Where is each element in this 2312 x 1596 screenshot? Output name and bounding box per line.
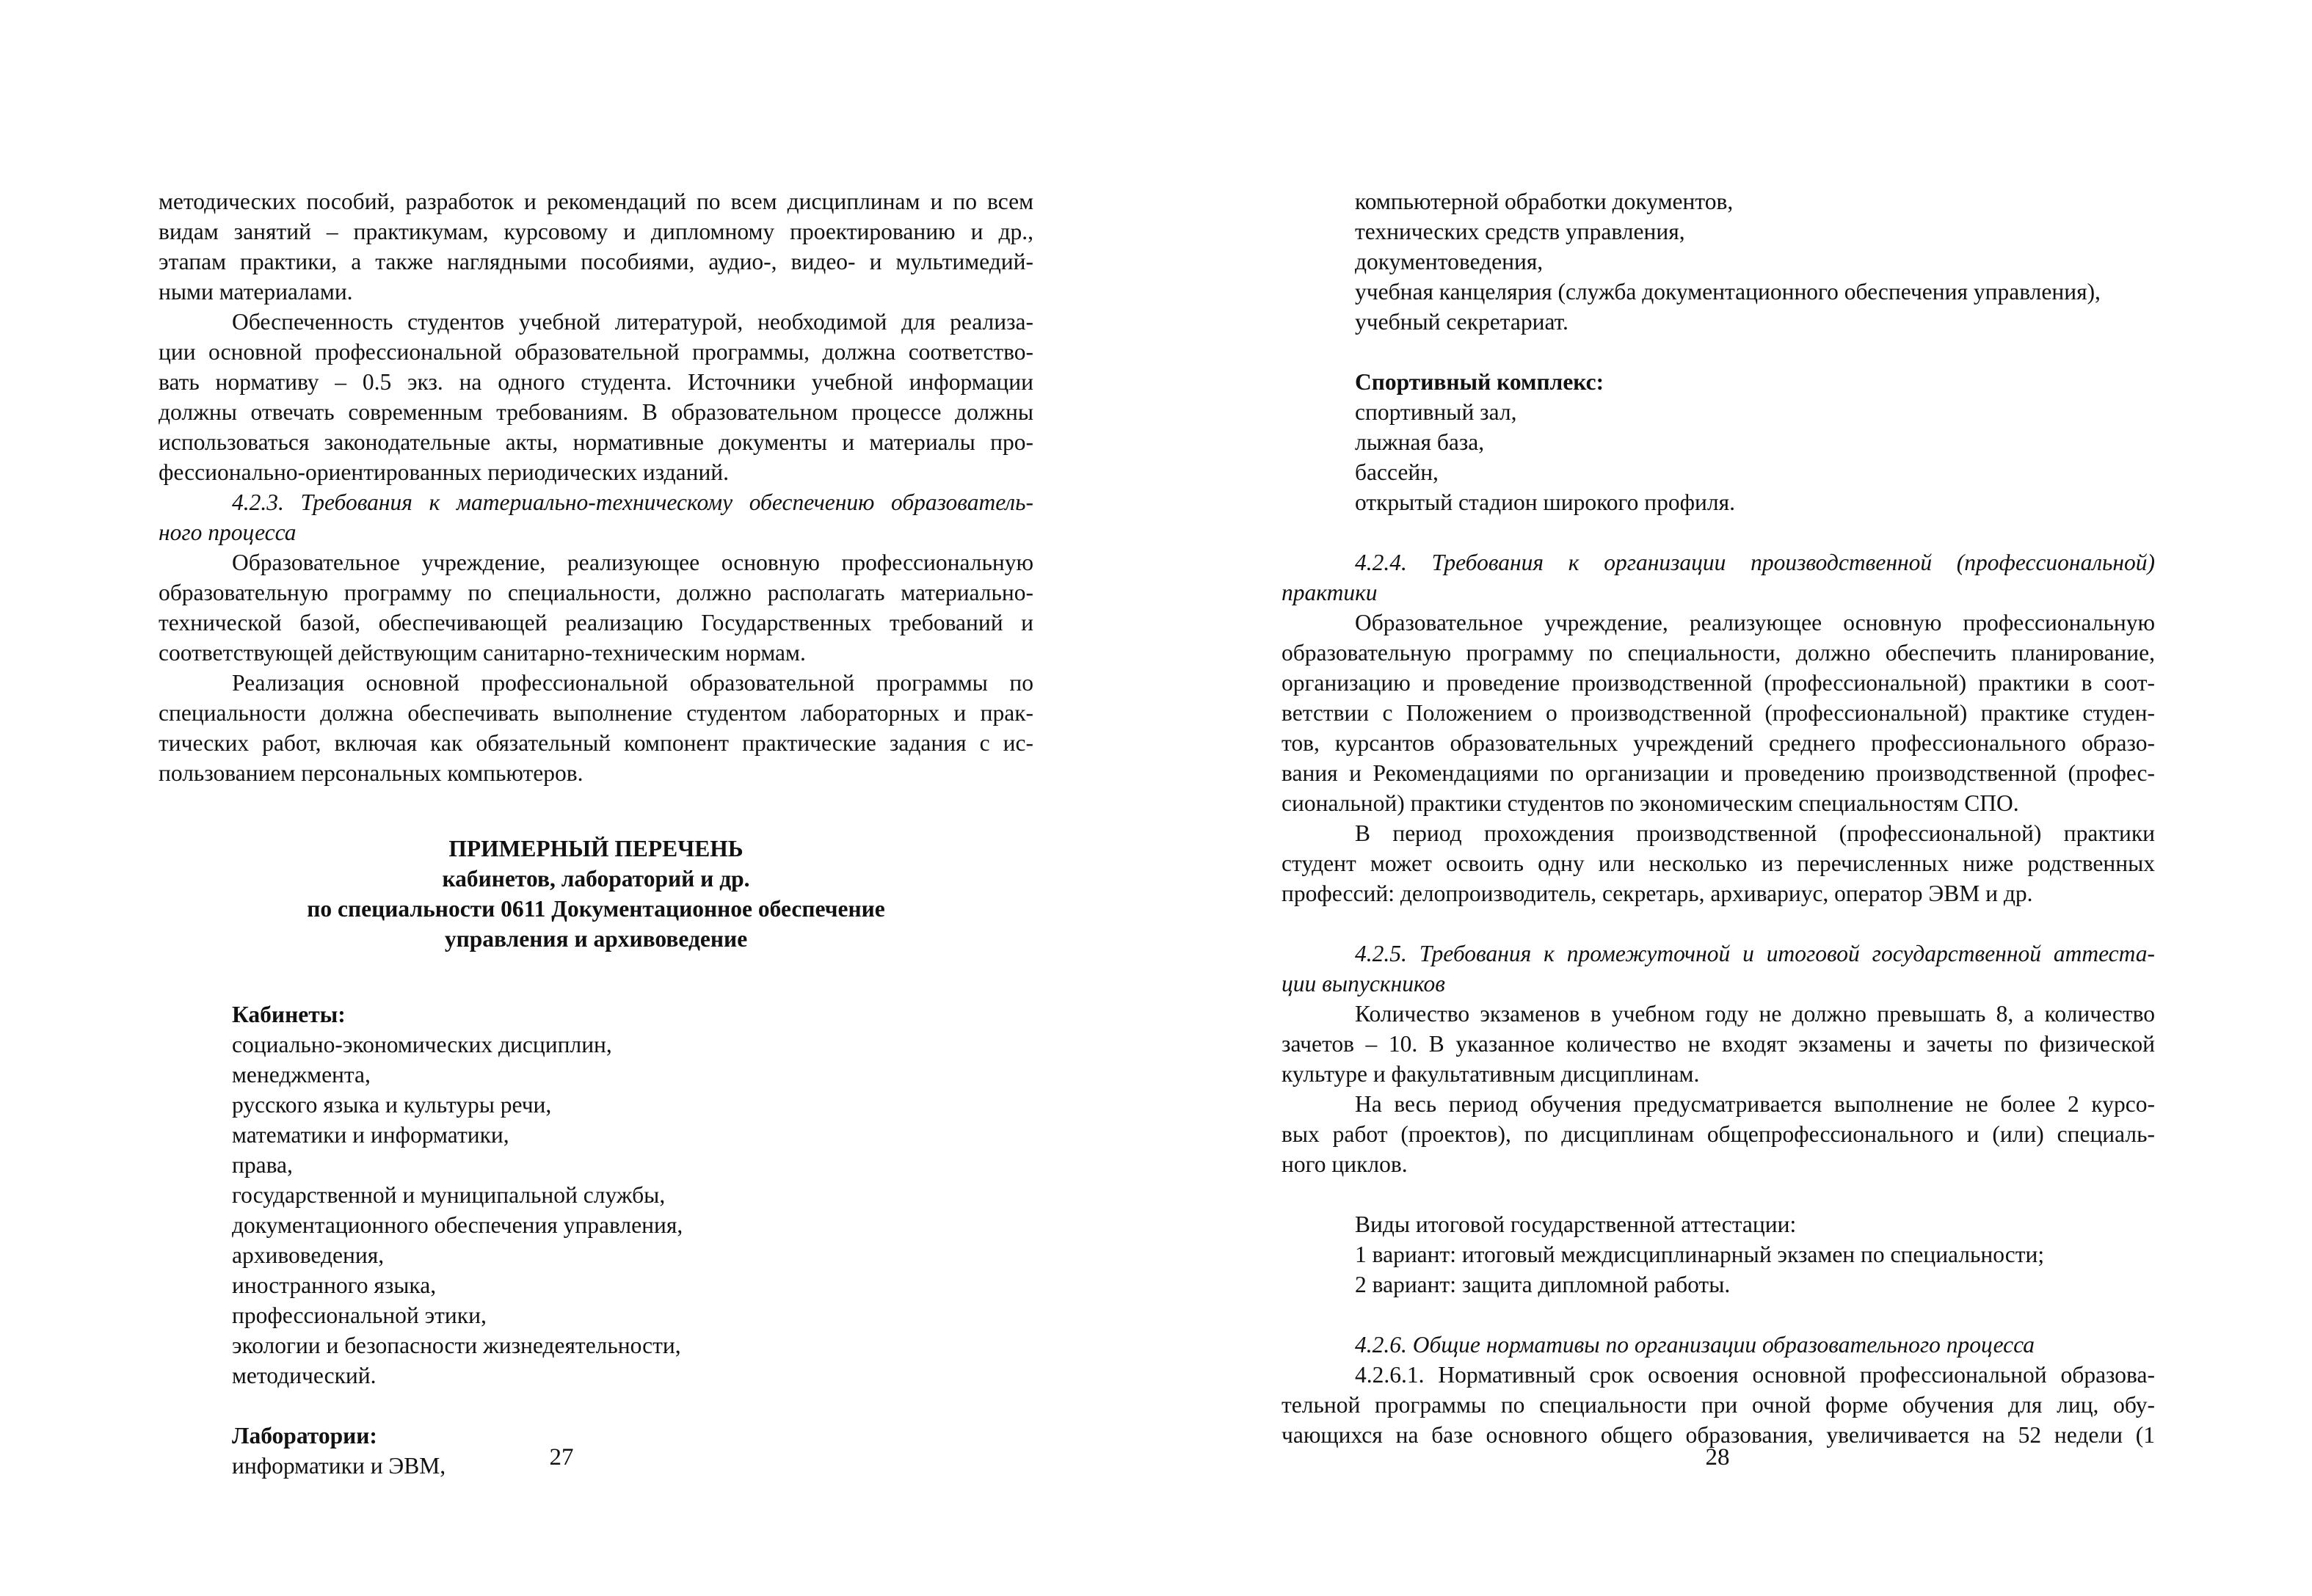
text-line: Образовательное учреждение, реализующее основную профессиональную <box>1355 610 2155 635</box>
text-line: ции выпускников <box>1282 971 1445 996</box>
text-line: использоваться законодательные акты, нормативные документы и материалы про- <box>159 429 1033 455</box>
text-line: 4.2.5. Требования к промежуточной и итоговой государственной аттеста- <box>1355 941 2155 966</box>
text-line: вания и Рекомендациями по организации и проведению производственной (профес- <box>1282 760 2155 786</box>
text-line: специальности должна обеспечивать выполнение студентом лабораторных и прак- <box>159 700 1033 726</box>
text-line: 4.2.3. Требования к материально-техническому обеспечению образователь- <box>232 489 1033 515</box>
text-line: тельной программы по специальности при очной форме обучения для лиц, обу- <box>1282 1392 2155 1418</box>
text-line: студент может освоить одну или несколько из перечисленных ниже родственных <box>1282 850 2155 876</box>
text-line: На весь период обучения предусматривается выполнение не более 2 курсо- <box>1355 1091 2155 1117</box>
text-line: этапам практики, а также наглядными пособиями, аудио-, видео- и мультимедий- <box>159 249 1033 274</box>
list-item: социально-экономических дисциплин, <box>232 1032 612 1057</box>
text-line: образовательную программу по специальности, должно располагать материально- <box>159 580 1033 605</box>
paragraph-practice <box>1282 608 2155 818</box>
list-item: документоведения, <box>1355 249 1544 274</box>
text-line: чающихся на базе основного общего образования, увеличивается на 52 недели (1 <box>1282 1422 2155 1448</box>
paragraph-exams <box>1282 999 2155 1089</box>
text-line: тических работ, включая как обязательный компонент практические задания с ис- <box>159 730 1033 756</box>
text-line: методических пособий, разработок и рекомендаций по всем дисциплинам и по всем <box>159 189 1033 214</box>
labs-heading: Лаборатории: <box>232 1423 377 1449</box>
list-item: технических средств управления, <box>1355 219 1685 244</box>
list-title-line: по специальности 0611 Документационное обеспечение <box>307 896 885 922</box>
list-item: 1 вариант: итоговый междисциплинарный экзамен по специальности; <box>1355 1242 2045 1267</box>
list-item: методический. <box>232 1363 377 1388</box>
list-title-line: управления и архивоведение <box>444 926 748 952</box>
text-line: пользованием персональных компьютеров. <box>159 760 584 786</box>
text-line: В период прохождения производственной (профессиональной) практики <box>1355 820 2155 846</box>
list-item: спортивный зал, <box>1355 399 1517 425</box>
list-item: архивоведения, <box>232 1242 385 1268</box>
paragraph-materials <box>159 186 1033 307</box>
text-line: образовательную программу по специальности, должно обеспечить планирование, <box>1282 640 2155 666</box>
text-line: 4.2.4. Требования к организации производственной (профессиональной) <box>1355 550 2155 575</box>
cabinets-heading: Кабинеты: <box>232 1002 346 1027</box>
section-heading-4-2-4 <box>1282 547 2155 608</box>
text-line: вать нормативу – 0.5 экз. на одного студента. Источники учебной информации <box>159 369 1033 395</box>
page-number: 27 <box>549 1444 574 1471</box>
cabinets-list <box>159 999 1033 1391</box>
list-item: 2 вариант: защита дипломной работы. <box>1355 1272 1731 1297</box>
paragraph-material-base <box>159 547 1033 668</box>
list-item: математики и информатики, <box>232 1122 509 1148</box>
list-item: информатики и ЭВМ, <box>232 1453 446 1479</box>
list-item: менеджмента, <box>232 1062 371 1087</box>
list-item: права, <box>232 1152 293 1178</box>
text-line: видам занятий – практикумам, курсовому и дипломному проектированию и др., <box>159 219 1033 244</box>
attestation-block <box>1282 1209 2155 1300</box>
list-title-line: ПРИМЕРНЫЙ ПЕРЕЧЕНЬ <box>448 836 744 861</box>
text-line: зачетов – 10. В указанное количество не входят экзамены и зачеты по физической <box>1282 1031 2155 1057</box>
text-line: сиональной) практики студентов по экономическим специальностям СПО. <box>1282 790 2019 816</box>
text-line: Образовательное учреждение, реализующее основную профессиональную <box>232 550 1033 575</box>
list-item: государственной и муниципальной службы, <box>232 1182 666 1208</box>
list-title <box>159 834 1033 954</box>
list-item: иностранного языка, <box>232 1272 437 1298</box>
text-line: культуре и факультативным дисциплинам. <box>1282 1061 1700 1087</box>
list-item: профессиональной этики, <box>232 1302 487 1328</box>
text-line: фессионально-ориентированных периодических изданий. <box>159 459 730 485</box>
list-item: открытый стадион широкого профиля. <box>1355 489 1735 515</box>
sport-list <box>1282 367 2155 517</box>
list-item: учебный секретариат. <box>1355 309 1568 335</box>
labs-list-continued <box>1282 186 2155 337</box>
list-item: лыжная база, <box>1355 429 1485 455</box>
text-line: ции основной профессиональной образовательной программы, должна соответство- <box>159 339 1033 365</box>
text-line: соответствующей действующим санитарно-техническим нормам. <box>159 640 806 666</box>
text-line: должны отвечать современным требованиям. В образовательном процессе должны <box>159 399 1033 425</box>
right-text-column <box>1282 186 2155 1450</box>
text-line: организацию и проведение производственной (профессиональной) практики в соот- <box>1282 670 2155 696</box>
paragraph-coursework <box>1282 1089 2155 1179</box>
section-heading-4-2-3 <box>159 487 1033 547</box>
list-item: документационного обеспечения управления, <box>232 1212 683 1238</box>
list-item: учебная канцелярия (служба документационного обеспечения управления), <box>1355 279 2101 305</box>
paragraph-implementation <box>159 668 1033 788</box>
text-line: Обеспеченность студентов учебной литературой, необходимой для реализа- <box>232 309 1033 335</box>
list-item: бассейн, <box>1355 459 1439 485</box>
text-line: Реализация основной профессиональной образовательной программы по <box>232 670 1033 696</box>
paragraph-professions <box>1282 818 2155 908</box>
paragraph-duration <box>1282 1360 2155 1450</box>
text-line: профессий: делопроизводитель, секретарь, архивариус, оператор ЭВМ и др. <box>1282 881 2033 906</box>
list-title-line: кабинетов, лабораторий и др. <box>442 866 750 892</box>
page-number: 28 <box>1705 1444 1730 1471</box>
text-line: технической базой, обеспечивающей реализацию Государственных требований и <box>159 610 1033 635</box>
text-line: ного процесса <box>159 520 297 545</box>
text-line: Виды итоговой государственной аттестации: <box>1355 1211 1797 1237</box>
left-text-column <box>159 186 1033 1481</box>
right-page <box>1156 0 2312 1596</box>
paragraph-literature <box>159 307 1033 487</box>
section-heading-4-2-5 <box>1282 939 2155 999</box>
text-line: Количество экзаменов в учебном году не должно превышать 8, а количество <box>1355 1001 2155 1027</box>
text-line: ветствии с Положением о производственной (профессиональной) практике студен- <box>1282 700 2155 726</box>
text-line: тов, курсантов образовательных учреждений среднего профессионального образо- <box>1282 730 2155 756</box>
list-item: русского языка и культуры речи, <box>232 1092 552 1118</box>
text-line: 4.2.6. Общие нормативы по организации образовательного процесса <box>1355 1332 2035 1358</box>
text-line: 4.2.6.1. Нормативный срок освоения основной профессиональной образова- <box>1355 1362 2155 1388</box>
text-line: практики <box>1282 580 1378 605</box>
text-line: ными материалами. <box>159 279 353 305</box>
list-item: экологии и безопасности жизнедеятельности, <box>232 1333 681 1358</box>
sport-heading: Спортивный комплекс: <box>1355 369 1604 395</box>
text-line: вых работ (проектов), по дисциплинам общепрофессионального и (или) специаль- <box>1282 1121 2155 1147</box>
list-item: компьютерной обработки документов, <box>1355 189 1734 214</box>
section-heading-4-2-6 <box>1282 1330 2155 1360</box>
text-line: ного циклов. <box>1282 1151 1408 1177</box>
